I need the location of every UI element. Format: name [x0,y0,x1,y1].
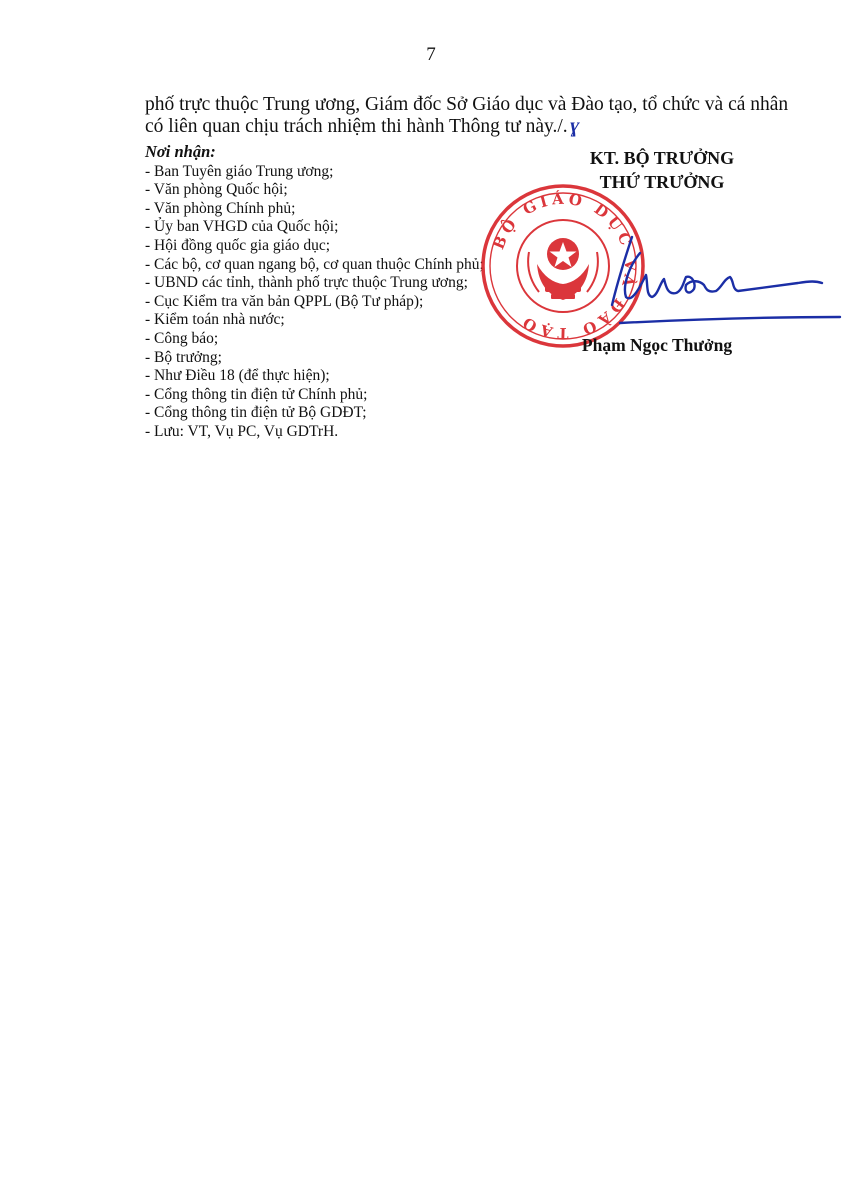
paragraph-line: phố trực thuộc Trung ương, Giám đốc Sở Giáo dục và Đào tạo, tổ chức và cá nhân [145,94,789,115]
recipient-item: - Văn phòng Chính phủ; [145,199,296,217]
handwritten-signature-icon [560,225,860,335]
signer-title-secondary: THỨ TRƯỞNG [599,172,725,192]
svg-text:BỘ GIÁO DỤC VÀ ĐÀO TẠO: BỘ GIÁO DỤC VÀ ĐÀO TẠO [489,189,640,343]
closing-paragraph [145,94,805,138]
recipient-item: - Cục Kiểm tra văn bản QPPL (Bộ Tư pháp); [145,292,424,310]
recipient-item: - Bộ trưởng; [145,348,222,366]
signer-title-primary: KT. BỘ TRƯỞNG [589,148,735,168]
paragraph-line-text: có liên quan chịu trách nhiệm thi hành Thông tư này./. [145,116,568,137]
recipient-item: - Công báo; [145,329,219,347]
recipient-item: - Hội đồng quốc gia giáo dục; [145,236,331,254]
signer-name: Phạm Ngọc Thưởng [581,335,733,355]
initial-mark-icon: ɣ [569,116,580,137]
recipient-item: - UBND các tỉnh, thành phố trực thuộc Trung ương; [145,274,468,292]
recipient-item: - Cổng thông tin điện tử Chính phủ; [145,385,368,403]
recipients-heading: Nơi nhận: [145,142,216,161]
recipient-item: - Cổng thông tin điện tử Bộ GDĐT; [145,404,367,422]
recipient-item: - Lưu: VT, Vụ PC, Vụ GDTrH. [145,422,339,440]
recipient-item: - Kiểm toán nhà nước; [145,311,285,329]
paragraph-line [145,116,805,138]
recipient-item: - Các bộ, cơ quan ngang bộ, cơ quan thuộc Chính phủ; [145,255,484,273]
page-number: 7 [426,44,436,65]
recipient-item: - Ban Tuyên giáo Trung ương; [145,162,334,180]
recipient-item: - Ủy ban VHGD của Quốc hội; [145,218,339,236]
recipient-item: - Văn phòng Quốc hội; [145,181,288,199]
recipient-item: - Như Điều 18 (để thực hiện); [145,367,330,385]
